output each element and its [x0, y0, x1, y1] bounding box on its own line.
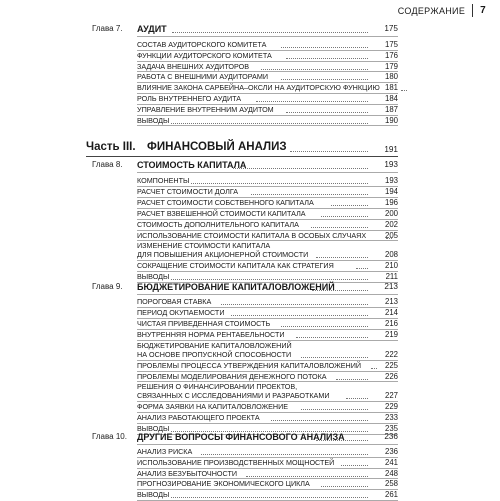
toc-entry[interactable]: ВЛИЯНИЕ ЗАКОНА САРБЕЙНА–ОКСЛИ НА АУДИТОРСКУЮ ФУНКЦИЮ — [137, 83, 380, 93]
leader-dots — [171, 497, 368, 498]
chapter-label: Глава 10. — [92, 432, 127, 441]
toc-entry[interactable]: ПРОБЛЕМЫ МОДЕЛИРОВАНИЯ ДЕНЕЖНОГО ПОТОКА — [137, 371, 327, 381]
toc-entry[interactable]: ВЫВОДЫ — [137, 115, 170, 125]
toc-entry[interactable]: ЗАДАЧА ВНЕШНИХ АУДИТОРОВ — [137, 61, 250, 71]
chapter-rule — [137, 294, 398, 295]
leader-dots — [256, 101, 368, 102]
chapter-page: 213 — [384, 282, 398, 291]
entry-page: 214 — [384, 307, 398, 317]
entry-page: 202 — [384, 219, 398, 229]
toc-entry[interactable]: ФОРМА ЗАЯВКИ НА КАПИТАЛОВЛОЖЕНИЕ — [137, 402, 289, 412]
toc-entry[interactable]: БЮДЖЕТИРОВАНИЕ КАПИТАЛОВЛОЖЕНИЙ — [137, 340, 292, 350]
leader-dots — [341, 465, 368, 466]
leader-dots — [172, 32, 368, 33]
toc-entry[interactable]: РАСЧЕТ СТОИМОСТИ ДОЛГА — [137, 186, 239, 196]
toc-entry[interactable]: ПЕРИОД ОКУПАЕМОСТИ — [137, 307, 225, 317]
chapter-title[interactable]: АУДИТ — [137, 24, 167, 34]
entry-page: 190 — [384, 115, 398, 125]
leader-dots — [281, 326, 368, 327]
chapter-title[interactable]: ДРУГИЕ ВОПРОСЫ ФИНАНСОВОГО АНАЛИЗА — [137, 432, 345, 442]
entry-rule — [137, 423, 398, 424]
leader-dots — [401, 90, 407, 91]
running-header — [398, 4, 486, 17]
entry-page: 236 — [384, 447, 398, 456]
toc-entry[interactable]: СОСТАВ АУДИТОРСКОГО КОМИТЕТА — [137, 40, 267, 49]
leader-dots — [336, 379, 368, 380]
toc-entry[interactable]: РАСЧЕТ ВЗВЕШЕННОЙ СТОИМОСТИ КАПИТАЛА — [137, 208, 306, 218]
toc-entry[interactable]: ВЫВОДЫ — [137, 490, 170, 500]
leader-dots — [233, 168, 368, 169]
toc-entry[interactable]: ИСПОЛЬЗОВАНИЕ СТОИМОСТИ КАПИТАЛА В ОСОБЫХ СЛУЧАЯХ — [137, 230, 367, 240]
leader-dots — [271, 420, 368, 421]
entry-page: 194 — [384, 186, 398, 196]
leader-dots — [356, 268, 368, 269]
entry-rule — [137, 125, 398, 126]
entry-page: 226 — [384, 371, 398, 381]
toc-entry[interactable]: ВЫВОДЫ — [137, 272, 170, 282]
entry-rule — [137, 489, 398, 490]
part-label: Часть III. — [86, 141, 136, 153]
toc-entry[interactable]: УПРАВЛЕНИЕ ВНУТРЕННИМ АУДИТОМ — [137, 104, 274, 114]
leader-dots — [321, 486, 368, 487]
leader-dots — [312, 290, 368, 291]
toc-entry[interactable]: ИСПОЛЬЗОВАНИЕ ПРОИЗВОДСТВЕННЫХ МОЩНОСТЕЙ — [137, 457, 335, 467]
leader-dots — [246, 476, 368, 477]
entry-page: 233 — [384, 413, 398, 423]
entry-page: 235 — [384, 424, 398, 434]
entry-page: 229 — [384, 402, 398, 412]
chapter-page: 175 — [384, 24, 398, 33]
leader-dots — [261, 69, 368, 70]
leader-dots — [221, 304, 368, 305]
leader-dots — [346, 398, 368, 399]
leader-dots — [316, 440, 368, 441]
entry-page: 227 — [384, 391, 398, 401]
chapter-label: Глава 8. — [92, 160, 123, 169]
entry-page: 216 — [384, 318, 398, 328]
chapter-page: 236 — [384, 432, 398, 441]
leader-dots — [316, 257, 368, 258]
entry-page: 241 — [384, 457, 398, 467]
entry-page: 258 — [384, 479, 398, 489]
entry-page: 187 — [384, 104, 398, 114]
toc-entry[interactable]: РЕШЕНИЯ О ФИНАНСИРОВАНИИ ПРОЕКТОВ, — [137, 382, 298, 392]
toc-entry[interactable]: РОЛЬ ВНУТРЕННЕГО АУДИТА — [137, 94, 242, 103]
leader-dots — [301, 409, 368, 410]
toc-entry[interactable]: АНАЛИЗ РИСКА — [137, 447, 193, 456]
entry-page: 211 — [385, 272, 398, 282]
leader-dots — [296, 337, 368, 338]
toc-entry[interactable]: ПРОГНОЗИРОВАНИЕ ЭКОНОМИЧЕСКОГО ЦИКЛА — [137, 479, 310, 489]
header-title: СОДЕРЖАНИЕ — [397, 5, 466, 16]
leader-dots — [191, 183, 368, 184]
leader-dots — [311, 227, 368, 228]
chapter-rule — [137, 444, 398, 445]
entry-page: 200 — [384, 208, 398, 218]
entry-page: 179 — [384, 61, 398, 71]
entry-page: 225 — [384, 360, 398, 370]
entry-page: 184 — [384, 94, 398, 103]
leader-dots — [301, 357, 368, 358]
leader-dots — [286, 112, 368, 113]
entry-page: 193 — [384, 176, 398, 185]
toc-entry[interactable]: АНАЛИЗ БЕЗУБЫТОЧНОСТИ — [137, 468, 237, 478]
entry-page: 210 — [384, 261, 398, 271]
toc-entry[interactable]: ВНУТРЕННЯЯ НОРМА РЕНТАБЕЛЬНОСТИ — [137, 329, 285, 339]
entry-page: 175 — [384, 40, 398, 49]
toc-entry[interactable]: РАСЧЕТ СТОИМОСТИ СОБСТВЕННОГО КАПИТАЛА — [137, 197, 314, 207]
header-separator — [472, 4, 473, 17]
toc-entry[interactable]: ИЗМЕНЕНИЕ СТОИМОСТИ КАПИТАЛА — [137, 241, 271, 251]
entry-rule — [137, 115, 398, 116]
entry-page: 208 — [384, 250, 398, 260]
chapter-page: 193 — [384, 160, 398, 169]
entry-rule — [137, 271, 398, 272]
entry-page: 248 — [384, 468, 398, 478]
leader-dots — [321, 216, 368, 217]
chapter-rule — [137, 172, 398, 173]
part-page: 191 — [384, 145, 398, 154]
chapter-title[interactable]: БЮДЖЕТИРОВАНИЕ КАПИТАЛОВЛОЖЕНИЙ — [137, 282, 335, 292]
chapter-label: Глава 7. — [92, 24, 123, 33]
entry-page: 180 — [384, 72, 398, 82]
toc-entry[interactable]: ПОРОГОВАЯ СТАВКА — [137, 297, 212, 306]
entry-page: 205 — [384, 230, 398, 240]
leader-dots — [331, 205, 368, 206]
toc-entry[interactable]: РАБОТА С ВНЕШНИМИ АУДИТОРАМИ — [137, 72, 269, 82]
entry-page: 219 — [384, 329, 398, 339]
entry-page: 196 — [384, 197, 398, 207]
entry-page: 222 — [384, 349, 398, 359]
toc-entry[interactable]: СТОИМОСТЬ ДОПОЛНИТЕЛЬНОГО КАПИТАЛА — [137, 219, 299, 229]
leader-dots — [251, 194, 368, 195]
toc-entry[interactable]: СОКРАЩЕНИЕ СТОИМОСТИ КАПИТАЛА КАК СТРАТЕГИЯ — [137, 261, 334, 271]
leader-dots — [286, 58, 368, 59]
leader-dots — [290, 151, 368, 152]
leader-dots — [201, 454, 368, 455]
chapter-label: Глава 9. — [92, 282, 123, 291]
toc-entry[interactable]: АНАЛИЗ РАБОТАЮЩЕГО ПРОЕКТА — [137, 413, 260, 423]
toc-entry[interactable]: КОМПОНЕНТЫ — [137, 176, 190, 185]
entry-page: 261 — [384, 490, 398, 500]
toc-entry-line2[interactable]: СВЯЗАННЫХ С ИССЛЕДОВАНИЯМИ И РАЗРАБОТКАМИ — [137, 391, 330, 401]
toc-entry-line2[interactable]: ДЛЯ ПОВЫШЕНИЯ АКЦИОНЕРНОЙ СТОИМОСТИ — [137, 250, 309, 260]
leader-dots — [171, 123, 368, 124]
entry-page: 213 — [384, 297, 398, 306]
entry-page: 176 — [384, 50, 398, 60]
toc-entry-line2[interactable]: НА ОСНОВЕ ПРОПУСКНОЙ СПОСОБНОСТИ — [137, 349, 292, 359]
leader-dots — [231, 315, 368, 316]
leader-dots — [281, 79, 368, 80]
leader-dots — [281, 47, 368, 48]
toc-entry[interactable]: ЧИСТАЯ ПРИВЕДЕННАЯ СТОИМОСТЬ — [137, 318, 271, 328]
toc-entry[interactable]: ПРОБЛЕМЫ ПРОЦЕССА УТВЕРЖДЕНИЯ КАПИТАЛОВЛОЖЕНИЙ — [137, 360, 362, 370]
part-rule — [86, 156, 398, 157]
part-title[interactable]: ФИНАНСОВЫЙ АНАЛИЗ — [147, 141, 287, 153]
entry-page: 181 — [384, 83, 398, 93]
header-page-number: 7 — [480, 5, 486, 16]
chapter-rule — [137, 36, 398, 37]
toc-entry[interactable]: ВЫВОДЫ — [137, 424, 170, 434]
toc-entry[interactable]: ФУНКЦИИ АУДИТОРСКОГО КОМИТЕТА — [137, 50, 272, 60]
chapter-title[interactable]: СТОИМОСТЬ КАПИТАЛА — [137, 160, 247, 170]
